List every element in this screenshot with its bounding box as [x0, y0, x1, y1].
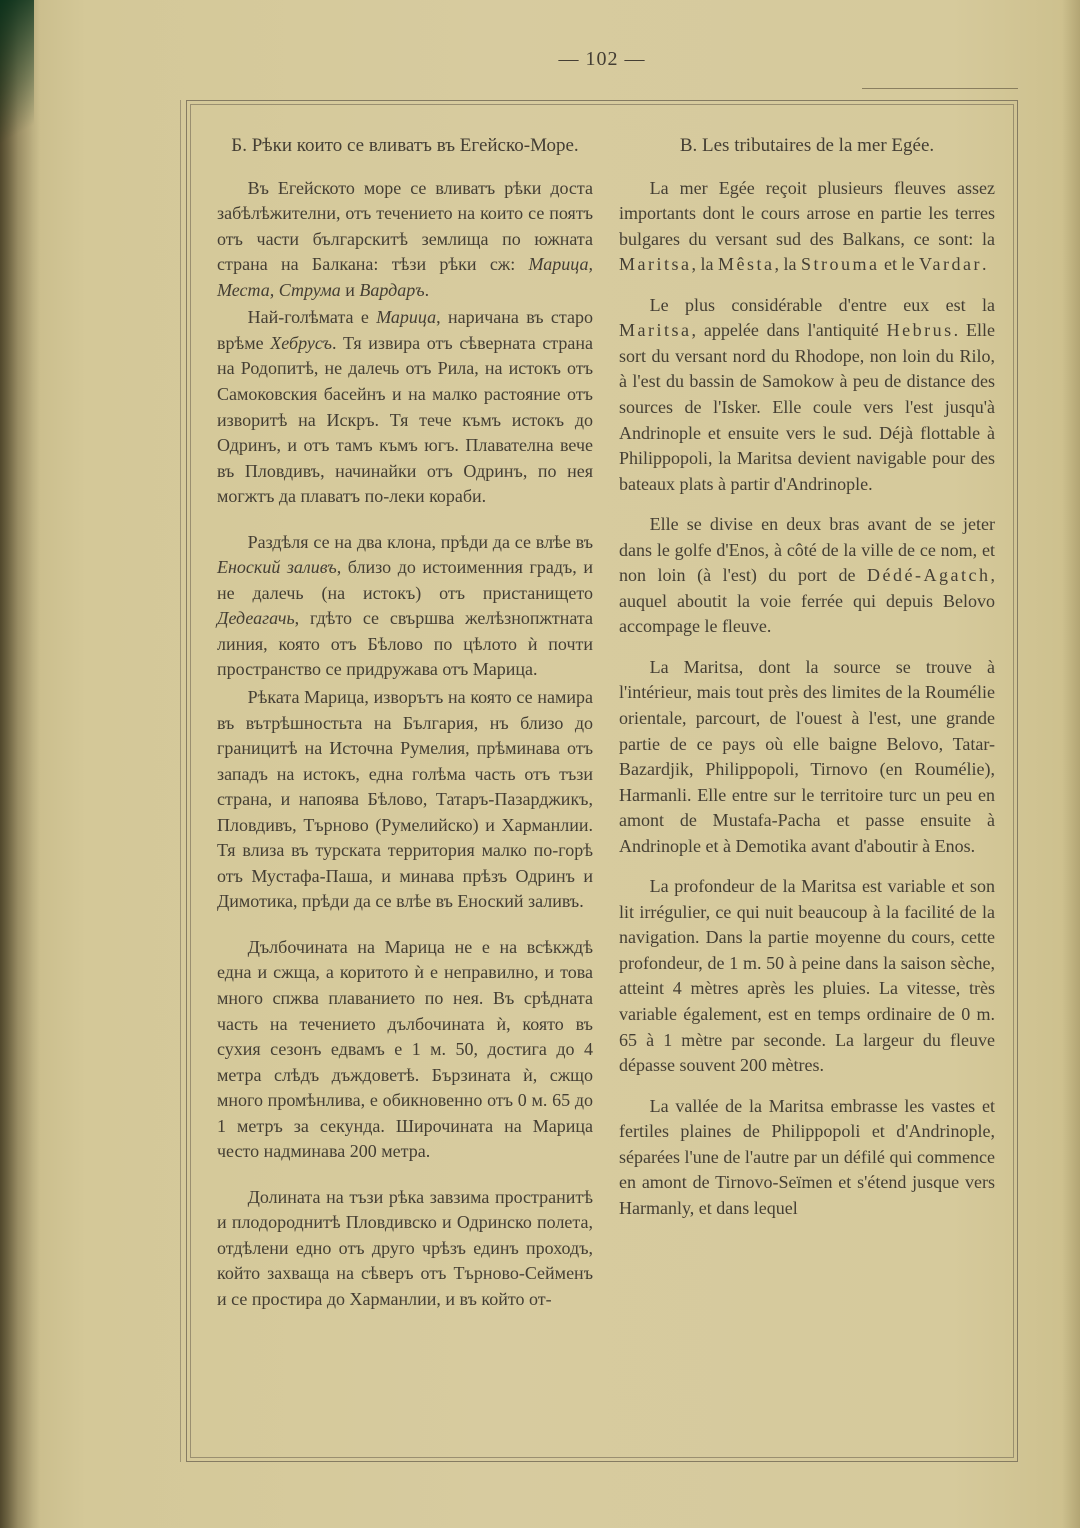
french-paragraphs — [619, 176, 995, 1222]
text-segment: , гдѣто се свършва желѣзнопжтната линия, която отъ Бѣлово по цѣлото ѝ почти пространство се придружава отъ Марица. — [217, 608, 593, 680]
paragraph — [619, 293, 995, 497]
text-segment: La mer Egée reçoit plusieurs fleuves assez importants dont le cours arrose en partie les terres bulgares du versant sud des Balkans, ce sont: la — [619, 177, 995, 249]
text-segment: , близо до истоименния градъ, и не далечь (на истокъ) отъ пристанището — [217, 557, 593, 603]
text-segment: , la — [691, 254, 718, 275]
text-segment: Дедеагачь — [217, 608, 295, 629]
column-french — [619, 133, 995, 1445]
paragraph — [619, 874, 995, 1078]
text-segment: Elle se divise en deux bras avant de se jeter dans le golfe d'Enos, à côté de la ville de ce nom, et non loin (à l'est) du port de — [619, 514, 995, 586]
text-segment: Dédé-Agatch — [867, 565, 991, 586]
section-heading-bulgarian: Б. Рѣки които се вливатъ въ Егейско-Море. — [231, 135, 579, 156]
text-segment: Долината на тъзи рѣка завзима пространитѣ и плодороднитѣ Пловдивско и Одринско полета, отдѣлени едно отъ друго чрѣзъ единъ проходъ, който захваща на сѣверъ отъ Търново-Сейменъ и се простира до Харманлии, и въ който от- — [217, 1186, 593, 1310]
text-segment: , наричана въ старо врѣме — [217, 307, 593, 353]
page-number: — 102 — — [558, 48, 646, 70]
book-spine-shadow — [0, 0, 40, 1528]
page-edge-shadow — [1062, 0, 1080, 1528]
text-segment: Mêsta — [717, 254, 775, 275]
text-segment: , auquel aboutit la voie ferrée qui depuis Belovo accompage le fleuve. — [619, 565, 995, 637]
paragraph — [217, 305, 593, 509]
text-segment: Дълбочината на Марица не е на всѣкждѣ една и сжща, а коритото ѝ е неправилно, и това много спжва плаванието по нея. Въ срѣдната часть на течението дълбочината ѝ, която въ сухия сезонъ едвамъ е 1 м. 50, достига до 4 метра слѣдъ дъждоветѣ. Бързината ѝ, сжщо много промѣнлива, е обикновенно отъ 0 м. 65 до 1 метръ за секунда. Широчината на Марица често надминава 200 метра. — [217, 936, 593, 1162]
text-segment: Еноский заливъ — [217, 557, 337, 578]
text-segment: Марица — [376, 307, 437, 328]
paragraph — [619, 176, 995, 278]
column-bulgarian — [217, 133, 593, 1445]
text-segment: и — [340, 279, 360, 300]
text-segment: Рѣката Марица, изворътъ на която се намира въ вътрѣшностьта на България, нъ близо до границитѣ на Источна Румелия, прѣминава отъ западъ на истокъ, една голѣма часть отъ тъзи страна, и напоява Бѣлово, Татаръ-Пазарджикъ, Пловдивъ, Търново (Румелийско) и Харманлии. Тя влиза въ турската территория малко по-горѣ отъ Мустафа-Паша, и минава прѣзъ Одринъ и Димотика, прѣди да се влѣе въ Еноский заливъ. — [217, 686, 593, 912]
text-segment: Раздѣля се на два клона, прѣди да се влѣе въ — [247, 531, 593, 552]
text-segment: . — [981, 254, 987, 275]
text-segment: Le plus considérable d'entre eux est la — [649, 294, 995, 315]
text-segment: Въ Егейското море се вливатъ рѣки доста забѣлѣжителни, отъ течението на които се поятъ отъ части българскитѣ землища по южната страна на Балкана: тѣзи рѣки сж: — [217, 177, 593, 275]
text-segment: . — [424, 279, 430, 300]
text-segment: et le — [879, 254, 919, 275]
paragraph — [619, 655, 995, 859]
text-segment: Най-голѣмата е — [247, 307, 377, 328]
paragraph — [619, 512, 995, 640]
text-segment: Хебрусъ — [270, 332, 332, 353]
text-segment: La Maritsa, dont la source se trouve à l'intérieur, mais tout près des limites de la Roumélie orientale, parcourt, de l'ouest à l'est, une grande partie de ce pays où elle baigne Belovo, Tatar-Bazardjik, Philippopoli, Tirnovo (en Roumélie), Harmanli. Elle entre sur le territoire turc un peu en amont de Mustafa-Pacha et passe ensuite à Andrinople et à Demotika avant d'aboutir à Enos. — [619, 656, 995, 856]
text-segment: . Elle sort du versant nord du Rhodope, non loin du Rilo, à l'est du bassin de Samokow à peu de distance des sources de l'Isker. Elle coule vers l'est jusqu'à Andrinople et ensuite vers le sud. Déjà flottable à Philippopoli, la Maritsa devient navigable pour des bateaux plats à partir d'Andrinople. — [619, 320, 995, 494]
paragraph — [217, 935, 593, 1165]
text-segment: Vardar — [918, 254, 982, 275]
text-segment: Hebrus — [886, 320, 954, 341]
text-segment: Strouma — [800, 254, 880, 275]
binding-corner-shadow — [0, 0, 34, 150]
text-segment: La profondeur de la Maritsa est variable et son lit irrégulier, ce qui nuit beaucoup à la facilité de la navigation. Dans la partie moyenne du cours, cette profondeur, de 1 m. 50 à peine dans la saison sèche, atteint 4 mètres après les pluies. La vitesse, très variable également, est en temps ordinaire de 0 m. 65 à 1 mètre par seconde. La largeur du fleuve dépasse souvent 200 mètres. — [619, 876, 995, 1076]
text-segment: , la — [774, 254, 801, 275]
page-border-frame — [186, 100, 1018, 1462]
paragraph — [217, 176, 593, 304]
text-segment: . Тя извира отъ сѣверната страна на Родопитѣ, не далечь отъ Рила, на истокъ отъ Самоковския басейнъ и на малко растояние отъ изворитѣ на Искръ. Тя тече къмъ истокъ до Одринъ, и отъ тамъ къмъ югъ. Плавателна вече въ Пловдивъ, начинайки отъ Одринъ, по нея могжтъ да плаватъ по-леки кораби. — [217, 332, 594, 507]
text-segment: Maritsa — [619, 320, 692, 341]
text-segment: La vallée de la Maritsa embrasse les vastes et fertiles plaines de Philippopoli et d'Andrinople, séparées l'une de l'autre par un défilé qui commence en amont de Tirnovo-Seïmen et s'étend jusque vers Harmanly, et dans lequel — [619, 1095, 995, 1218]
paragraph — [217, 1185, 593, 1313]
paragraph — [217, 530, 593, 683]
text-segment: Maritsa — [619, 254, 692, 275]
header-rule-fragment — [862, 88, 1018, 89]
text-segment: , appelée dans l'antiquité — [691, 320, 887, 341]
paragraph — [619, 1094, 995, 1222]
bulgarian-paragraphs — [217, 176, 593, 1313]
text-segment: Марица, Места, Струма — [217, 254, 593, 300]
text-segment: Вардаръ — [359, 279, 425, 300]
paragraph — [217, 685, 593, 915]
two-column-text-block — [187, 101, 1017, 1461]
section-heading-french: B. Les tributaires de la mer Egée. — [679, 135, 935, 156]
